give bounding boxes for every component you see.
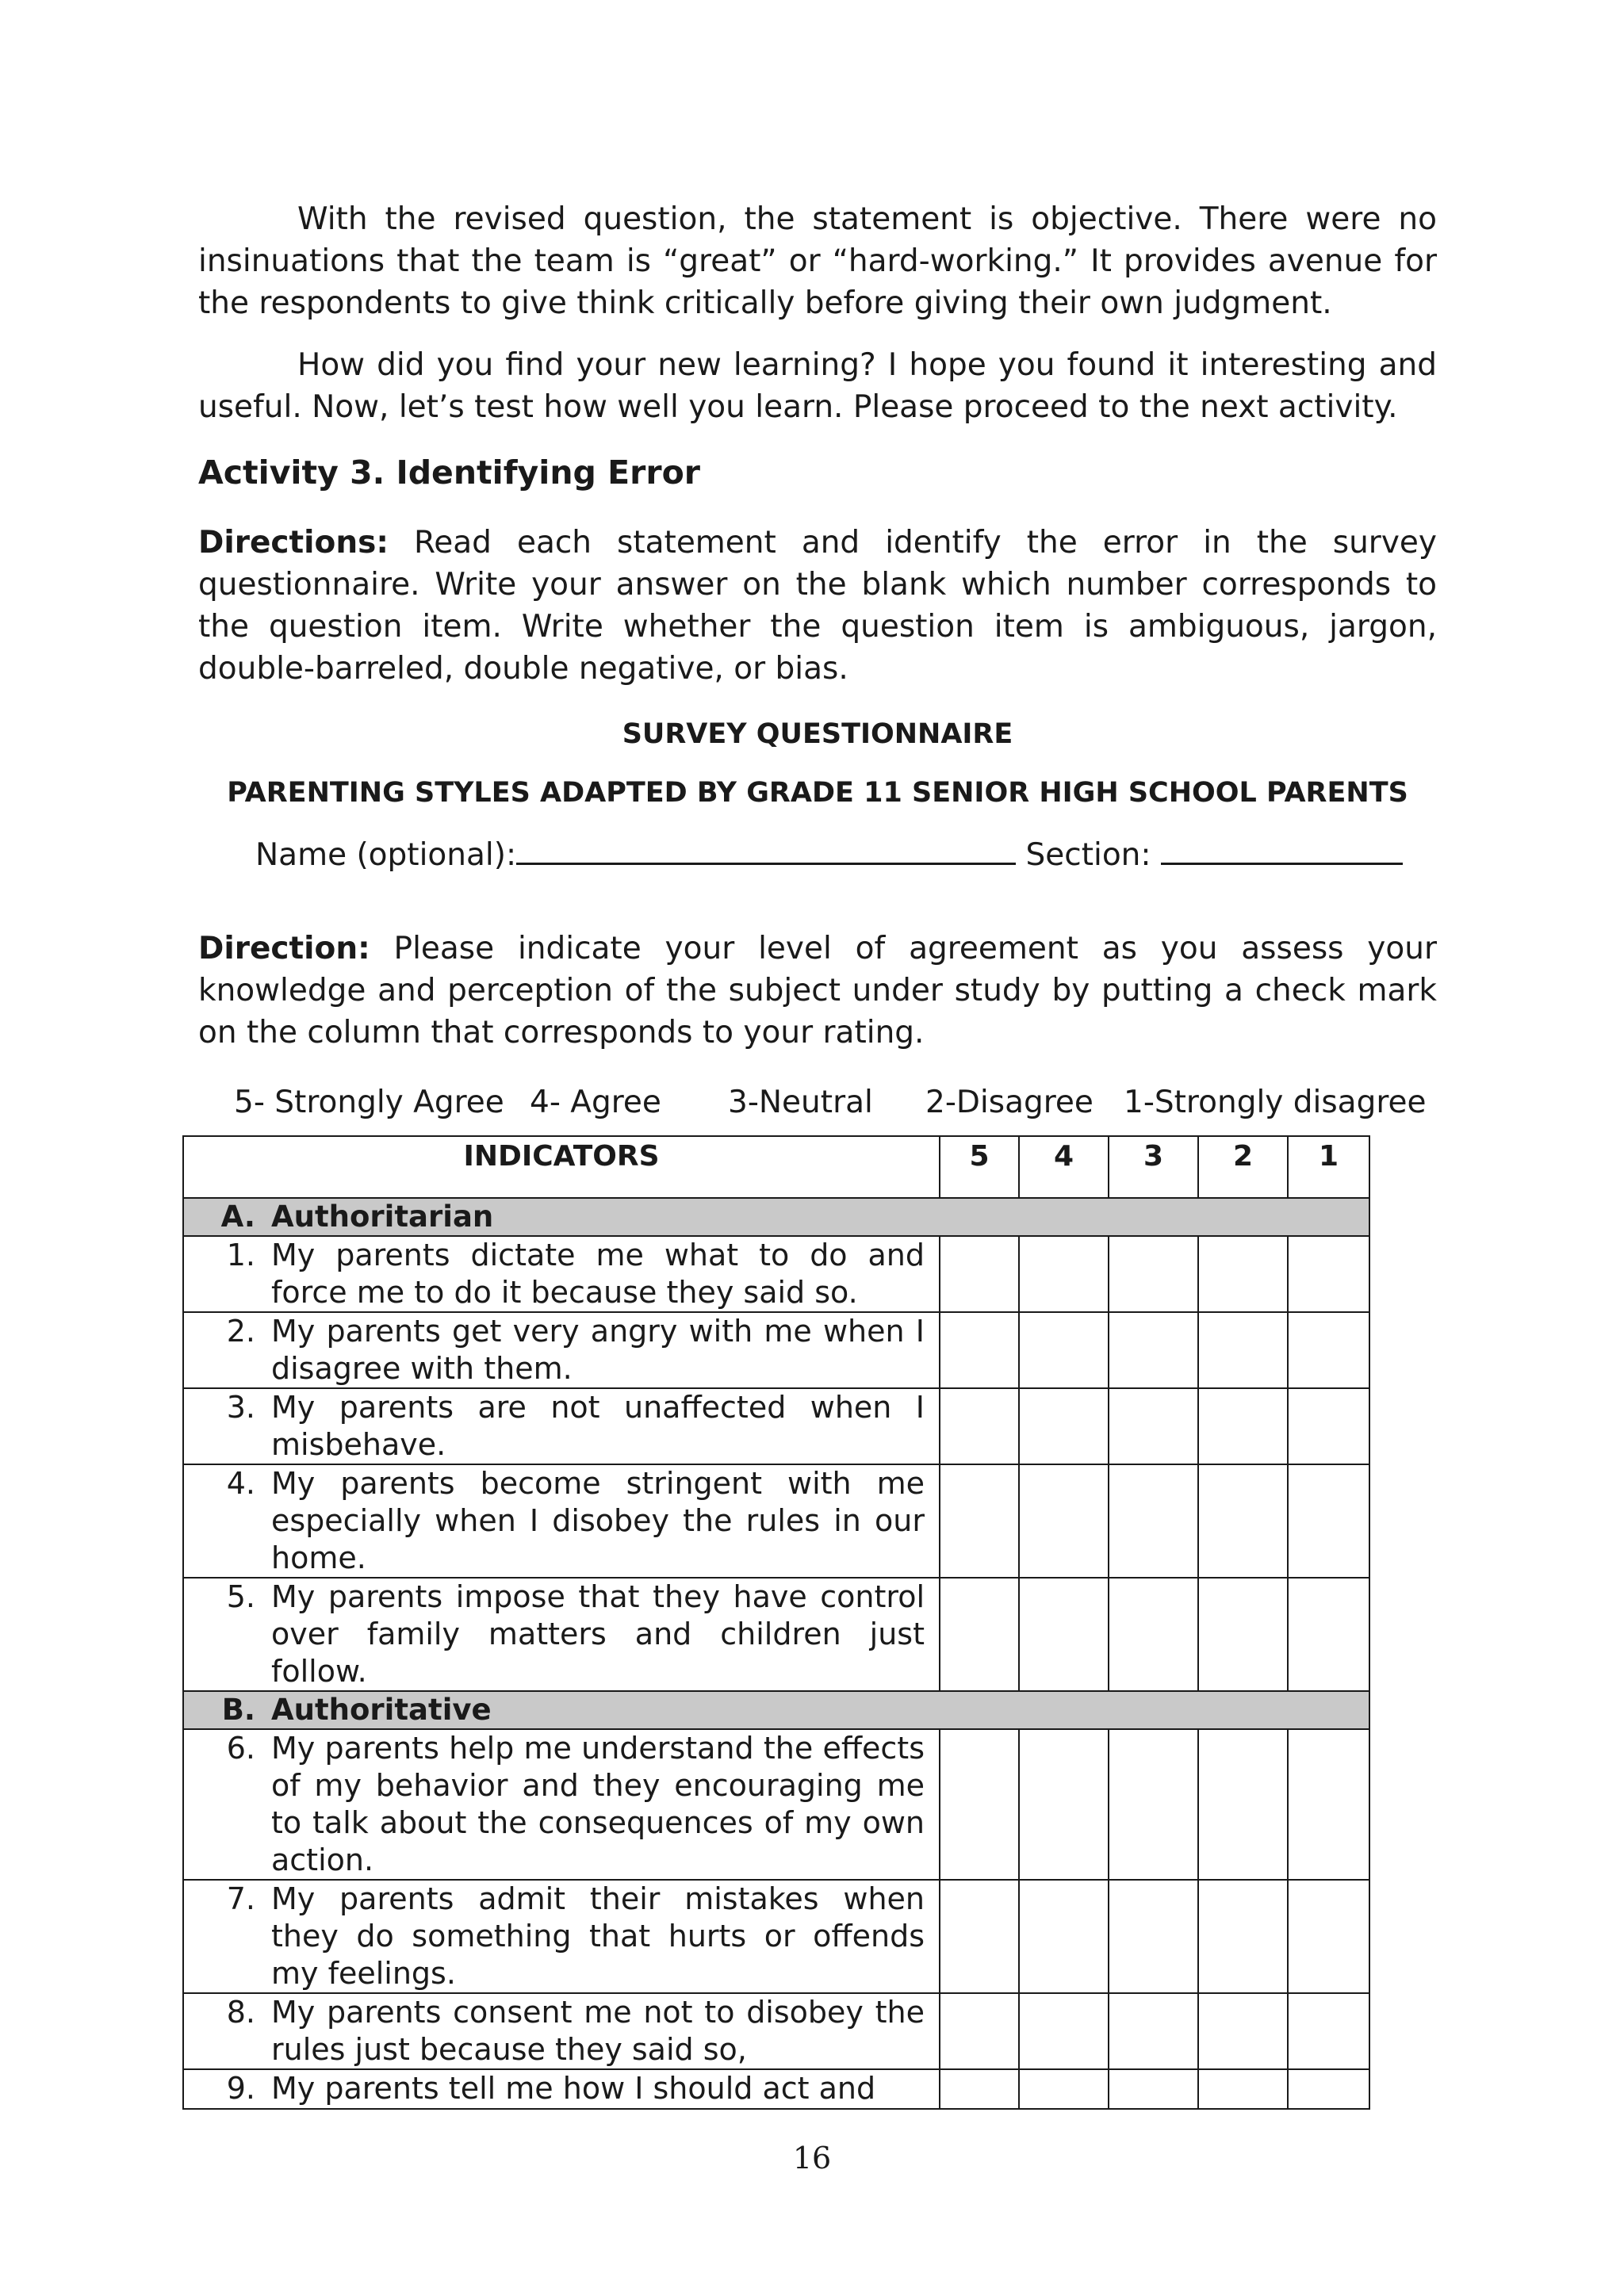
table-row — [183, 2069, 1369, 2109]
section-title: Authoritative — [271, 1693, 492, 1727]
item-text: My parents get very angry with me when I disagree with them. — [271, 1314, 925, 1386]
item-number: 7. — [226, 1881, 255, 1916]
rating-cell-5[interactable] — [940, 1993, 1019, 2069]
name-blank[interactable] — [516, 831, 1016, 865]
rating-cell-4[interactable] — [1019, 2069, 1109, 2109]
section-cell — [183, 1198, 1369, 1236]
rating-cell-1[interactable] — [1288, 1880, 1369, 1993]
rating-cell-4[interactable] — [1019, 1464, 1109, 1578]
indicator-cell — [183, 1236, 940, 1312]
section-title: Authoritarian — [271, 1200, 494, 1234]
rating-cell-5[interactable] — [940, 2069, 1019, 2109]
item-text: My parents are not unaffected when I misbehave. — [271, 1390, 925, 1462]
rating-cell-1[interactable] — [1288, 1236, 1369, 1312]
rating-cell-3[interactable] — [1109, 1993, 1198, 2069]
item-text: My parents tell me how I should act and — [271, 2071, 876, 2106]
rating-cell-2[interactable] — [1198, 1388, 1288, 1464]
rating-cell-3[interactable] — [1109, 1388, 1198, 1464]
rating-cell-4[interactable] — [1019, 1388, 1109, 1464]
rating-cell-2[interactable] — [1198, 1578, 1288, 1691]
indicator-cell — [183, 1880, 940, 1993]
rating-cell-5[interactable] — [940, 1464, 1019, 1578]
rating-cell-3[interactable] — [1109, 2069, 1198, 2109]
paragraph-revised-question: With the revised question, the statement is objective. There were no insinuations that the team is “great” or “hard-working.” It provides avenue for the respondents to give think critically before giving their own judgment. — [198, 201, 1437, 321]
activity-directions — [198, 522, 1437, 690]
item-number: 8. — [226, 1995, 255, 2030]
item-number: 6. — [226, 1731, 255, 1766]
rating-cell-2[interactable] — [1198, 1236, 1288, 1312]
item-text: My parents dictate me what to do and force me to do it because they said so. — [271, 1238, 925, 1310]
rating-cell-2[interactable] — [1198, 1312, 1288, 1388]
header-1: 1 — [1288, 1136, 1369, 1198]
table-row — [183, 1578, 1369, 1691]
rating-cell-1[interactable] — [1288, 2069, 1369, 2109]
direction-text: Please indicate your level of agreement as you assess your knowledge and perception of the subject under study by putting a check mark on the column that corresponds to your rating. — [198, 931, 1437, 1050]
scale-2: 2-Disagree — [925, 1085, 1094, 1120]
table-row — [183, 1388, 1369, 1464]
rating-cell-4[interactable] — [1019, 1993, 1109, 2069]
rating-cell-1[interactable] — [1288, 1729, 1369, 1880]
table-body — [183, 1198, 1369, 2109]
rating-cell-1[interactable] — [1288, 1578, 1369, 1691]
section-row — [183, 1198, 1369, 1236]
name-label: Name (optional): — [255, 837, 517, 873]
survey-direction — [198, 928, 1437, 1054]
activity-heading: Activity 3. Identifying Error — [198, 453, 700, 492]
rating-cell-2[interactable] — [1198, 1729, 1288, 1880]
table-row — [183, 1993, 1369, 2069]
rating-cell-5[interactable] — [940, 1312, 1019, 1388]
item-number: 4. — [226, 1466, 255, 1501]
rating-cell-1[interactable] — [1288, 1388, 1369, 1464]
indicator-cell — [183, 1729, 940, 1880]
table-row — [183, 1880, 1369, 1993]
scale-1: 1-Strongly disagree — [1124, 1085, 1427, 1120]
paragraph-new-learning: How did you find your new learning? I hope you found it interesting and useful. Now, let’s test how well you learn. Please proceed to the next activity. — [198, 347, 1437, 425]
item-number: 1. — [226, 1238, 255, 1272]
section-row — [183, 1691, 1369, 1729]
name-section-line — [255, 831, 1403, 876]
section-blank[interactable] — [1161, 831, 1403, 865]
table-header-row — [183, 1136, 1369, 1198]
rating-cell-4[interactable] — [1019, 1312, 1109, 1388]
item-text: My parents consent me not to disobey the rules just because they said so, — [271, 1995, 925, 2067]
table-row — [183, 1236, 1369, 1312]
rating-cell-1[interactable] — [1288, 1993, 1369, 2069]
item-text: My parents become stringent with me especially when I disobey the rules in our home. — [271, 1466, 925, 1575]
survey-table — [182, 1135, 1370, 2110]
rating-cell-1[interactable] — [1288, 1312, 1369, 1388]
item-text: My parents help me understand the effects of my behavior and they encouraging me to talk about the consequences of my own action. — [271, 1731, 925, 1877]
rating-cell-3[interactable] — [1109, 1312, 1198, 1388]
survey-subtitle: PARENTING STYLES ADAPTED BY GRADE 11 SENIOR HIGH SCHOOL PARENTS — [227, 777, 1408, 809]
item-number: 5. — [226, 1579, 255, 1614]
header-2: 2 — [1198, 1136, 1288, 1198]
rating-cell-2[interactable] — [1198, 2069, 1288, 2109]
scale-3: 3-Neutral — [728, 1085, 873, 1120]
item-number: 9. — [226, 2071, 255, 2106]
item-number: 3. — [226, 1390, 255, 1425]
rating-cell-4[interactable] — [1019, 1880, 1109, 1993]
section-cell — [183, 1691, 1369, 1729]
indicator-cell — [183, 2069, 940, 2109]
indicator-cell — [183, 1464, 940, 1578]
scale-5: 5- Strongly Agree — [234, 1085, 504, 1120]
rating-cell-3[interactable] — [1109, 1578, 1198, 1691]
directions-text: Read each statement and identify the error in the survey questionnaire. Write your answer on the blank which number corresponds to the question item. Write whether the question item is ambiguous, jargon, double-barreled, double negative, or bias. — [198, 525, 1437, 687]
indicator-cell — [183, 1578, 940, 1691]
section-label: Section: — [1025, 837, 1151, 873]
directions-label: Directions: — [198, 525, 389, 561]
rating-cell-4[interactable] — [1019, 1578, 1109, 1691]
rating-cell-5[interactable] — [940, 1578, 1019, 1691]
indicator-cell — [183, 1993, 940, 2069]
rating-cell-5[interactable] — [940, 1729, 1019, 1880]
item-text: My parents admit their mistakes when they do something that hurts or offends my feelings. — [271, 1881, 925, 1991]
item-number: 2. — [226, 1314, 255, 1349]
header-4: 4 — [1019, 1136, 1109, 1198]
header-5: 5 — [940, 1136, 1019, 1198]
rating-cell-4[interactable] — [1019, 1729, 1109, 1880]
survey-title: SURVEY QUESTIONNAIRE — [622, 718, 1013, 750]
rating-cell-3[interactable] — [1109, 1729, 1198, 1880]
rating-cell-3[interactable] — [1109, 1880, 1198, 1993]
table-row — [183, 1729, 1369, 1880]
rating-cell-2[interactable] — [1198, 1993, 1288, 2069]
scale-4: 4- Agree — [530, 1085, 661, 1120]
section-label: B. — [221, 1693, 255, 1727]
rating-cell-2[interactable] — [1198, 1464, 1288, 1578]
rating-cell-3[interactable] — [1109, 1464, 1198, 1578]
header-3: 3 — [1109, 1136, 1198, 1198]
rating-cell-2[interactable] — [1198, 1880, 1288, 1993]
section-label: A. — [220, 1200, 255, 1234]
rating-cell-4[interactable] — [1019, 1236, 1109, 1312]
rating-cell-5[interactable] — [940, 1880, 1019, 1993]
table-row — [183, 1464, 1369, 1578]
rating-cell-1[interactable] — [1288, 1464, 1369, 1578]
page-number: 16 — [792, 2141, 832, 2175]
rating-cell-5[interactable] — [940, 1236, 1019, 1312]
header-indicators: INDICATORS — [183, 1136, 940, 1198]
item-text: My parents impose that they have control over family matters and children just follow. — [271, 1579, 925, 1689]
rating-cell-5[interactable] — [940, 1388, 1019, 1464]
indicator-cell — [183, 1312, 940, 1388]
indicator-cell — [183, 1388, 940, 1464]
direction-label: Direction: — [198, 931, 370, 966]
table-row — [183, 1312, 1369, 1388]
rating-cell-3[interactable] — [1109, 1236, 1198, 1312]
